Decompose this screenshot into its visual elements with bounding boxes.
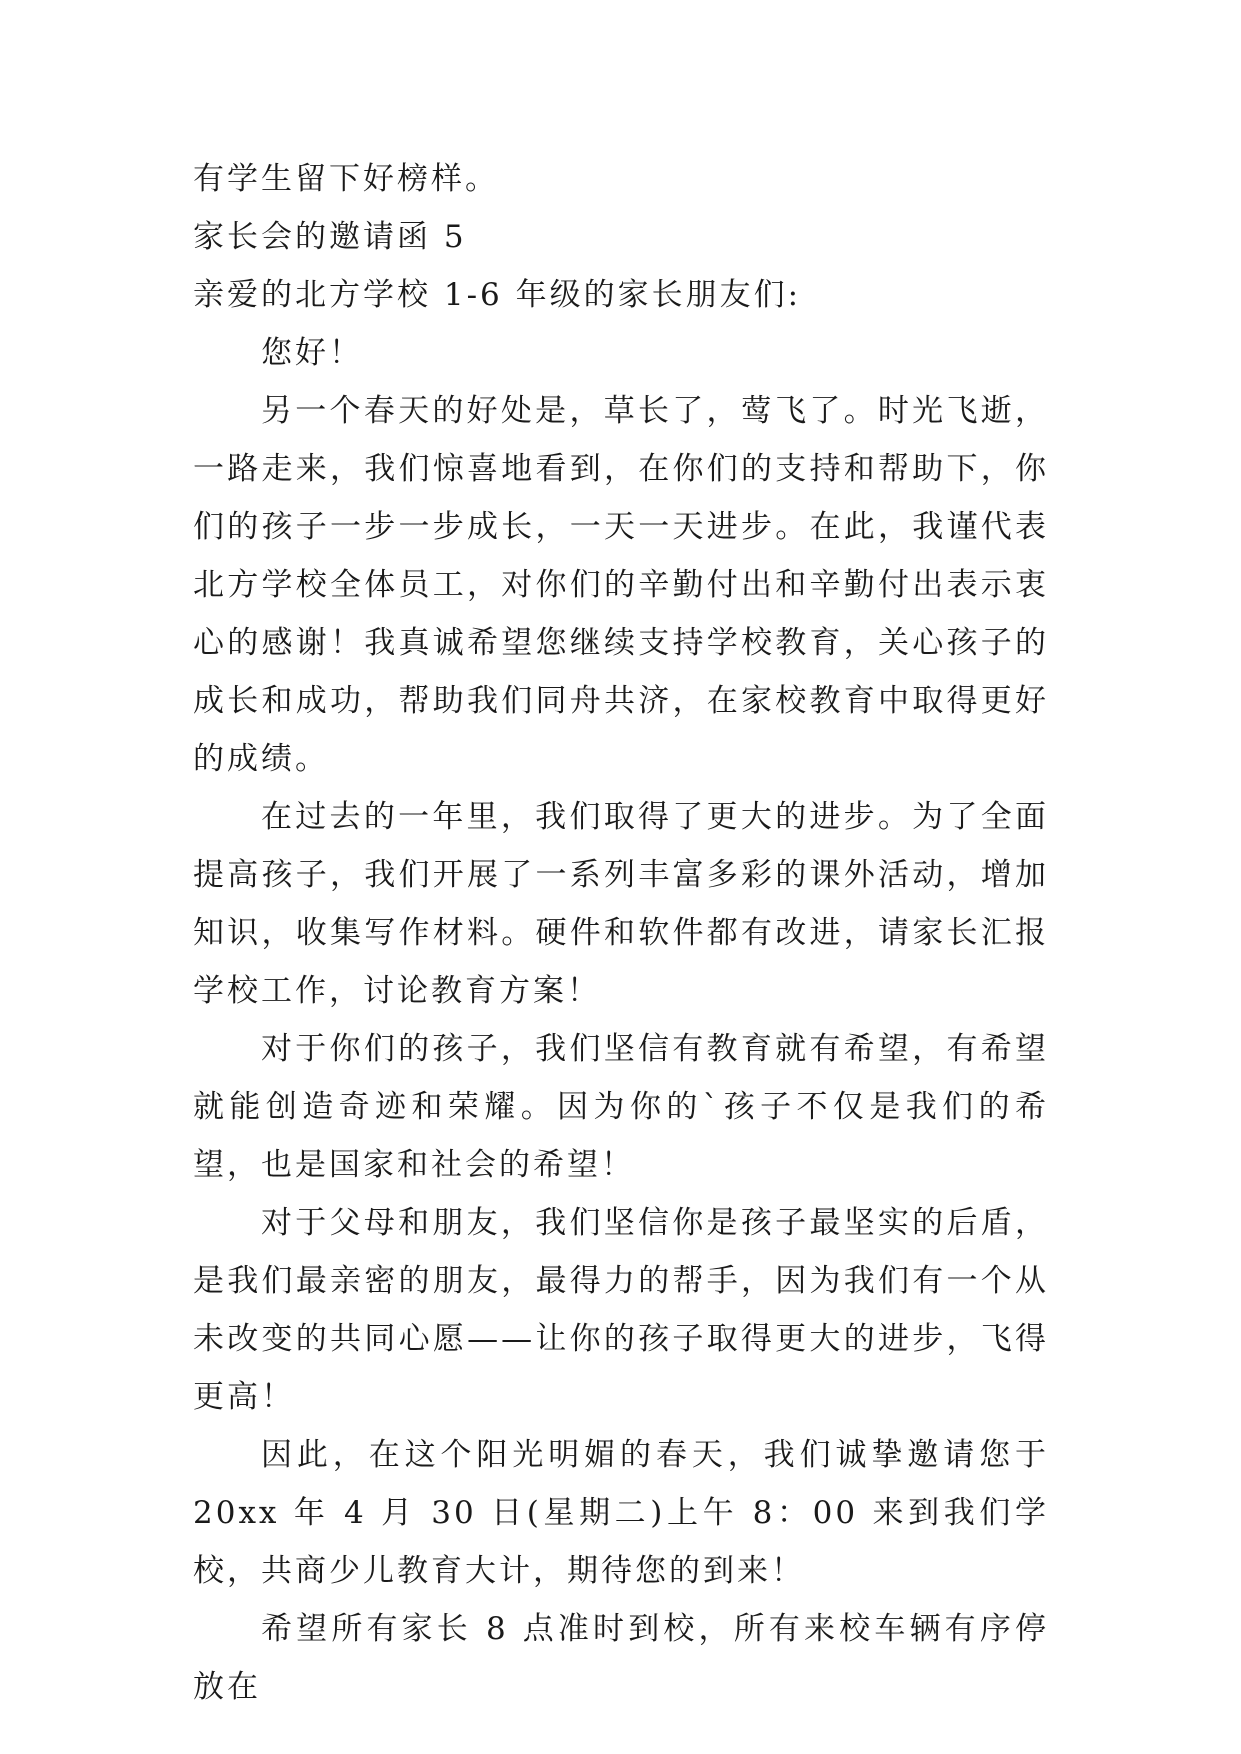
paragraph: 在过去的一年里，我们取得了更大的进步。为了全面提高孩子，我们开展了一系列丰富多彩的课外活动，增加知识，收集写作材料。硬件和软件都有改进，请家长汇报学校工作，讨论教育方案！: [193, 799, 1049, 1009]
paragraph: 因此，在这个阳光明媚的春天，我们诚挚邀请您于 20xx 年 4 月 30 日(星期二)上午 8：00 来到我们学校，共商少儿教育大计，期待您的到来！: [193, 1437, 1049, 1589]
salutation: 亲爱的北方学校 1-6 年级的家长朋友们:: [193, 277, 802, 313]
text-line: 有学生留下好榜样。: [193, 161, 499, 197]
paragraph: 希望所有家长 8 点准时到校，所有来校车辆有序停放在: [193, 1611, 1049, 1705]
paragraph: 对于你们的孩子，我们坚信有教育就有希望，有希望就能创造奇迹和荣耀。因为你的`孩子不仅是我们的希望，也是国家和社会的希望！: [193, 1031, 1049, 1183]
greeting: 您好！: [261, 335, 363, 371]
paragraph: 对于父母和朋友，我们坚信你是孩子最坚实的后盾，是我们最亲密的朋友，最得力的帮手，因为我们有一个从未改变的共同心愿——让你的孩子取得更大的进步，飞得更高！: [193, 1205, 1049, 1415]
paragraph: 另一个春天的好处是，草长了，莺飞了。时光飞逝，一路走来，我们惊喜地看到，在你们的支持和帮助下，你们的孩子一步一步成长，一天一天进步。在此，我谨代表北方学校全体员工，对你们的辛勤付出和辛勤付出表示衷心的感谢！我真诚希望您继续支持学校教育，关心孩子的成长和成功，帮助我们同舟共济，在家校教育中取得更好的成绩。: [193, 393, 1049, 777]
document-page: [193, 150, 1049, 1716]
section-heading: 家长会的邀请函 5: [193, 219, 467, 255]
